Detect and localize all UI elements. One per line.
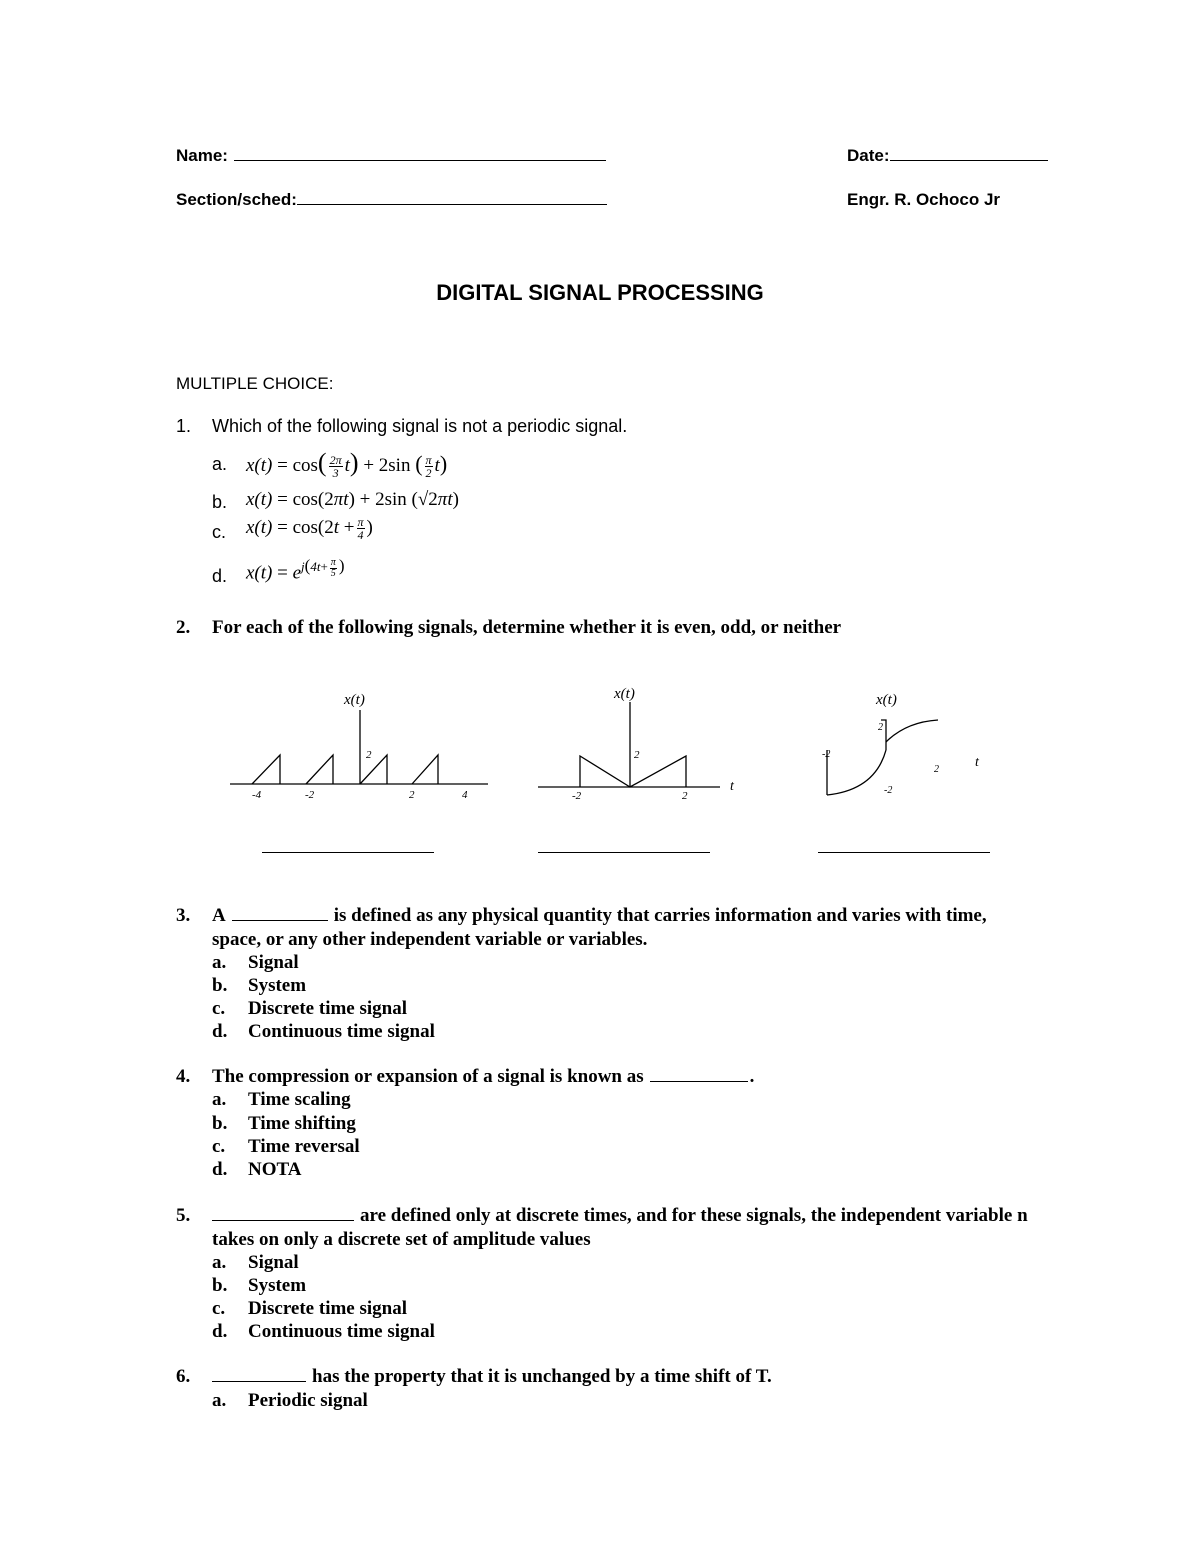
option-b[interactable]: System <box>248 1275 307 1296</box>
option-a-formula[interactable]: x(t) = cos( $\frac{2\pi}{3}$ t) + 2sin ( $\frac{\pi}{2}$ t) <box>246 448 448 481</box>
graph-2-tick: -2 <box>572 790 582 802</box>
option-a[interactable]: Signal <box>248 1252 299 1273</box>
signal-graphs <box>0 680 1200 860</box>
option-letter: a. <box>212 454 228 474</box>
option-letter: b. <box>212 1113 228 1134</box>
question-number: 6. <box>176 1366 191 1387</box>
name-row <box>176 146 606 166</box>
text-part: The compression or expansion of a signal is known as <box>212 1066 644 1087</box>
answer-blank[interactable] <box>650 1080 748 1082</box>
graph-3-label: 2 <box>934 764 939 775</box>
graph-2-tlabel: t <box>730 779 734 794</box>
graph-2-ylabel: x(t) <box>614 686 635 702</box>
graph-3-label: -2 <box>884 785 893 796</box>
graph-1-tick: -4 <box>252 789 262 801</box>
option-d-formula[interactable]: $x(t) = e^{j(4t+ \frac{\pi}{5} )}$ <box>246 556 345 584</box>
option-d[interactable]: Continuous time signal <box>248 1021 435 1042</box>
instructor-name: Engr. R. Ochoco Jr <box>847 190 1001 209</box>
answer-blank[interactable] <box>212 1219 354 1221</box>
page-title: DIGITAL SIGNAL PROCESSING <box>436 280 764 305</box>
question-3 <box>0 905 1200 1045</box>
option-c-formula[interactable]: x(t) = cos(2t + $\frac{\pi}{4}$ ) <box>246 515 373 542</box>
option-letter: c. <box>212 522 227 542</box>
question-text: Which of the following signal is not a periodic signal. <box>212 416 628 436</box>
graph-2 <box>538 702 720 787</box>
question-4 <box>0 1066 1200 1186</box>
sawtooth-ramp <box>252 755 280 784</box>
option-letter: d. <box>212 1321 228 1342</box>
question-text <box>212 1366 772 1388</box>
graph-1-tick: 4 <box>462 789 468 801</box>
section-heading: MULTIPLE CHOICE: <box>176 374 334 393</box>
triangle-wave <box>580 756 686 787</box>
date-field[interactable] <box>890 159 1048 161</box>
graph-3-ylabel: x(t) <box>876 692 897 708</box>
section-label: Section/sched: <box>176 190 297 209</box>
option-letter: a. <box>212 1252 227 1273</box>
name-field[interactable] <box>234 159 606 161</box>
section-row <box>176 190 607 210</box>
answer-blank-graph-3[interactable] <box>818 851 990 853</box>
graph-2-tick: 2 <box>682 790 688 802</box>
question-number: 4. <box>176 1066 191 1087</box>
text-part: . <box>749 1066 755 1087</box>
graph-1-amp: 2 <box>366 749 372 761</box>
text-part: A <box>212 905 226 926</box>
option-letter: c. <box>212 998 226 1019</box>
question-text-line2: space, or any other independent variable or variables. <box>212 929 648 950</box>
question-number: 5. <box>176 1205 191 1226</box>
question-text <box>212 1205 1028 1227</box>
option-letter: d. <box>212 566 228 586</box>
option-letter: c. <box>212 1298 226 1319</box>
option-a[interactable]: Time scaling <box>248 1089 351 1110</box>
graph-3-label: 2 <box>878 722 883 733</box>
question-1 <box>0 416 1200 596</box>
option-c[interactable]: Time reversal <box>248 1136 360 1157</box>
option-letter: b. <box>212 492 228 512</box>
option-letter: c. <box>212 1136 226 1157</box>
option-letter: a. <box>212 952 227 973</box>
question-text <box>212 1066 754 1088</box>
option-letter: b. <box>212 1275 228 1296</box>
text-part: has the property that it is unchanged by a time shift of T. <box>312 1366 772 1387</box>
option-a[interactable]: Signal <box>248 952 299 973</box>
answer-blank-graph-2[interactable] <box>538 851 710 853</box>
sawtooth-ramp <box>360 755 387 784</box>
graph-3-tlabel: t <box>975 755 979 770</box>
option-c[interactable]: Discrete time signal <box>248 1298 407 1319</box>
option-c[interactable]: Discrete time signal <box>248 998 407 1019</box>
section-field[interactable] <box>297 203 607 205</box>
answer-blank-graph-1[interactable] <box>262 851 434 853</box>
option-b-formula[interactable]: x(t) = cos(2πt) + 2sin (√2πt) <box>246 489 459 510</box>
question-5 <box>0 1205 1200 1345</box>
question-text <box>212 905 987 927</box>
upper-curve <box>886 720 938 742</box>
option-d[interactable]: NOTA <box>248 1159 302 1180</box>
answer-blank[interactable] <box>232 919 328 921</box>
date-row <box>847 146 1048 166</box>
option-a[interactable]: Periodic signal <box>248 1390 368 1411</box>
question-number: 3. <box>176 905 191 926</box>
graph-1-tick: 2 <box>409 789 415 801</box>
graph-2-amp: 2 <box>634 749 640 761</box>
option-b[interactable]: Time shifting <box>248 1113 356 1134</box>
option-letter: a. <box>212 1390 227 1411</box>
lower-curve <box>827 750 886 795</box>
option-d[interactable]: Continuous time signal <box>248 1321 435 1342</box>
question-number: 2. <box>176 617 191 638</box>
date-label: Date: <box>847 146 890 165</box>
graph-1-ylabel: x(t) <box>344 692 365 708</box>
sawtooth-ramp <box>306 755 333 784</box>
answer-blank[interactable] <box>212 1380 306 1382</box>
text-part: are defined only at discrete times, and for these signals, the independent variable n <box>360 1205 1028 1226</box>
question-text: For each of the following signals, determine whether it is even, odd, or neither <box>212 617 842 638</box>
graph-1 <box>230 710 488 784</box>
option-letter: d. <box>212 1021 228 1042</box>
option-letter: a. <box>212 1089 227 1110</box>
graph-3-label: -2 <box>822 749 831 760</box>
question-text-line2: takes on only a discrete set of amplitude values <box>212 1229 591 1250</box>
sawtooth-ramp <box>412 755 438 784</box>
question-number: 1. <box>176 416 192 436</box>
graph-1-tick: -2 <box>305 789 315 801</box>
name-label: Name: <box>176 146 228 165</box>
option-letter: d. <box>212 1159 228 1180</box>
option-letter: b. <box>212 975 228 996</box>
option-b[interactable]: System <box>248 975 307 996</box>
question-6 <box>0 1366 1200 1426</box>
text-part: is defined as any physical quantity that carries information and varies with time, <box>333 905 987 926</box>
